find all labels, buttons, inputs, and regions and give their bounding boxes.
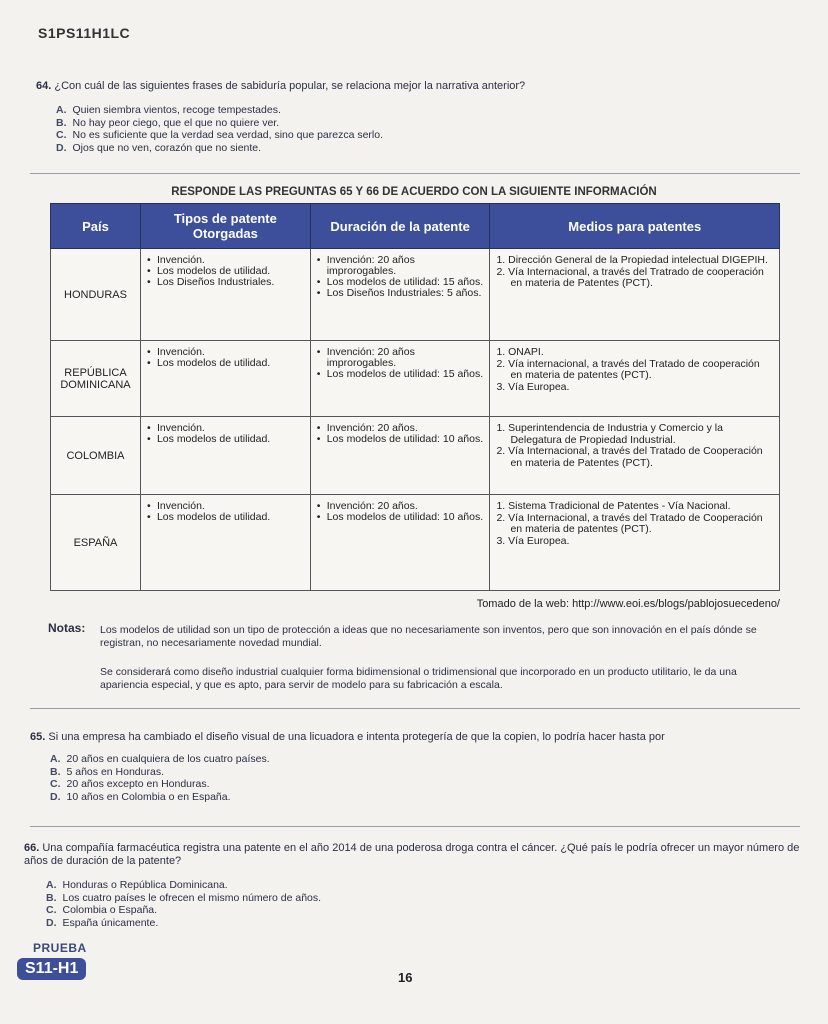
note-paragraph: Los modelos de utilidad son un tipo de protección a ideas que no necesariamente son inventos, pero que son innovación en el país dónde se registran, no necesariamente novedad mundial. [100, 624, 757, 649]
list-item: 1. ONAPI. [496, 346, 544, 358]
types-cell [140, 495, 310, 591]
country-cell: COLOMBIA [51, 417, 141, 495]
list-item: • Invención: 20 años improrogables. [317, 255, 484, 277]
option-c: C. Colombia o España. [46, 904, 158, 916]
source-citation: Tomado de la web: http://www.eoi.es/blogs/pablojosuecedeno/ [476, 598, 780, 610]
q66-options [46, 879, 321, 929]
country-cell: HONDURAS [51, 249, 141, 341]
list-item: • Los modelos de utilidad: 15 años. [317, 369, 484, 380]
list-item: • Los modelos de utilidad: 10 años. [317, 512, 484, 523]
page-number: 16 [398, 970, 413, 985]
list-item: • Invención. [147, 423, 304, 434]
duration-cell [310, 495, 490, 591]
patent-table [50, 203, 780, 591]
list-item: • Los Diseños Industriales: 5 años. [317, 288, 484, 299]
option-a: A. Quien siembra vientos, recoge tempestades. [56, 104, 281, 116]
list-item: 2. Vía Internacional, a través del Tratado de Cooperación en materia de Patentes (PCT). [496, 445, 763, 469]
table-row [51, 249, 780, 341]
means-cell [490, 249, 780, 341]
list-item: • Los modelos de utilidad. [147, 434, 304, 445]
means-cell [490, 341, 780, 417]
list-item: 3. Vía Europea. [496, 380, 570, 393]
header-duration: Duración de la patente [310, 204, 490, 249]
list-item: • Los modelos de utilidad. [147, 512, 304, 523]
divider [30, 826, 800, 827]
list-item: • Invención: 20 años improrogables. [317, 347, 484, 369]
divider [30, 708, 800, 709]
list-item: • Los modelos de utilidad: 15 años. [317, 277, 484, 288]
question-text: Si una empresa ha cambiado el diseño visual de una licuadora e intenta protegería de que la copien, lo podría hacer hasta por [48, 731, 665, 743]
list-item: 2. Vía Internacional, a través del Tratrado de cooperación en materia de Patentes (PCT). [496, 265, 764, 289]
question-text: Una compañía farmacéutica registra una patente en el año 2014 de una poderosa droga contra el cáncer. ¿Qué país le podría ofrecer un mayor número de años de duración de la patente? [24, 842, 800, 867]
list-item: • Invención: 20 años. [317, 423, 484, 434]
question-number: 64. [36, 80, 52, 92]
option-a: A. 20 años en cualquiera de los cuatro países. [50, 753, 270, 765]
list-item: • Los modelos de utilidad. [147, 358, 304, 369]
option-b: B. Los cuatro países le ofrecen el mismo número de años. [46, 891, 322, 904]
notes-label: Notas: [48, 621, 86, 635]
types-cell [140, 341, 310, 417]
duration-cell [310, 249, 490, 341]
test-badge: S11-H1 [17, 958, 86, 980]
types-cell [140, 249, 310, 341]
country-cell: REPÚBLICA DOMINICANA [51, 341, 141, 417]
table-header-row [51, 204, 780, 249]
option-b: B. No hay peor ciego, que el que no quiere ver. [56, 116, 280, 129]
question-number: 65. [30, 731, 46, 743]
question-text: ¿Con cuál de las siguientes frases de sabiduría popular, se relaciona mejor la narrativa anterior? [54, 80, 526, 92]
question-number: 66. [24, 842, 40, 854]
q65-options [50, 753, 270, 803]
duration-cell [310, 341, 490, 417]
question-64 [36, 80, 525, 92]
note-paragraph: Se considerará como diseño industrial cualquier forma bidimensional o tridimensional que incorporado en un producto utilitario, le da una apariencia especial, y que es apto, para servir de modelo para su fabricación a escala. [100, 666, 737, 691]
list-item: 2. Vía Internacional, a través del Tratado de Cooperación en materia de patentes (PCT). [496, 511, 763, 535]
option-b: B. 5 años en Honduras. [50, 765, 164, 778]
table-row [51, 417, 780, 495]
exam-code: S1PS11H1LC [38, 25, 131, 41]
list-item: 3. Vía Europea. [496, 534, 570, 547]
q64-options [56, 104, 383, 154]
list-item: • Invención. [147, 255, 304, 266]
question-66 [24, 842, 804, 867]
section-heading: RESPONDE LAS PREGUNTAS 65 Y 66 DE ACUERDO CON LA SIGUIENTE INFORMACIÓN [171, 186, 657, 198]
option-a: A. Honduras o República Dominicana. [46, 879, 228, 891]
option-d: D. 10 años en Colombia o en España. [50, 790, 231, 803]
header-types: Tipos de patente Otorgadas [140, 204, 310, 249]
duration-cell [310, 417, 490, 495]
list-item: • Los Diseños Industriales. [147, 277, 304, 288]
header-country: País [51, 204, 141, 249]
list-item: 2. Vía internacional, a través del Tratado de cooperación en materia de patentes (PCT). [496, 357, 760, 381]
option-d: D. España únicamente. [46, 916, 159, 929]
option-d: D. Ojos que no ven, corazón que no siente. [56, 141, 262, 154]
option-c: C. No es suficiente que la verdad sea verdad, sino que parezca serlo. [56, 129, 384, 141]
list-item: • Invención. [147, 501, 304, 512]
table-row [51, 341, 780, 417]
table-row [51, 495, 780, 591]
list-item: 1. Sistema Tradicional de Patentes - Vía Nacional. [496, 500, 731, 512]
list-item: 1. Superintendencia de Industria y Comercio y la Delegatura de Propiedad Industrial. [496, 422, 723, 446]
question-65 [30, 731, 665, 743]
list-item: • Los modelos de utilidad. [147, 266, 304, 277]
types-cell [140, 417, 310, 495]
header-means: Medios para patentes [490, 204, 780, 249]
prueba-label: PRUEBA [33, 941, 87, 955]
means-cell [490, 495, 780, 591]
list-item: • Invención. [147, 347, 304, 358]
list-item: 1. Dirección General de la Propiedad intelectual DIGEPIH. [496, 254, 768, 266]
divider [30, 173, 800, 174]
list-item: • Los modelos de utilidad: 10 años. [317, 434, 484, 445]
list-item: • Invención: 20 años. [317, 501, 484, 512]
country-cell: ESPAÑA [51, 495, 141, 591]
means-cell [490, 417, 780, 495]
option-c: C. 20 años excepto en Honduras. [50, 778, 210, 790]
